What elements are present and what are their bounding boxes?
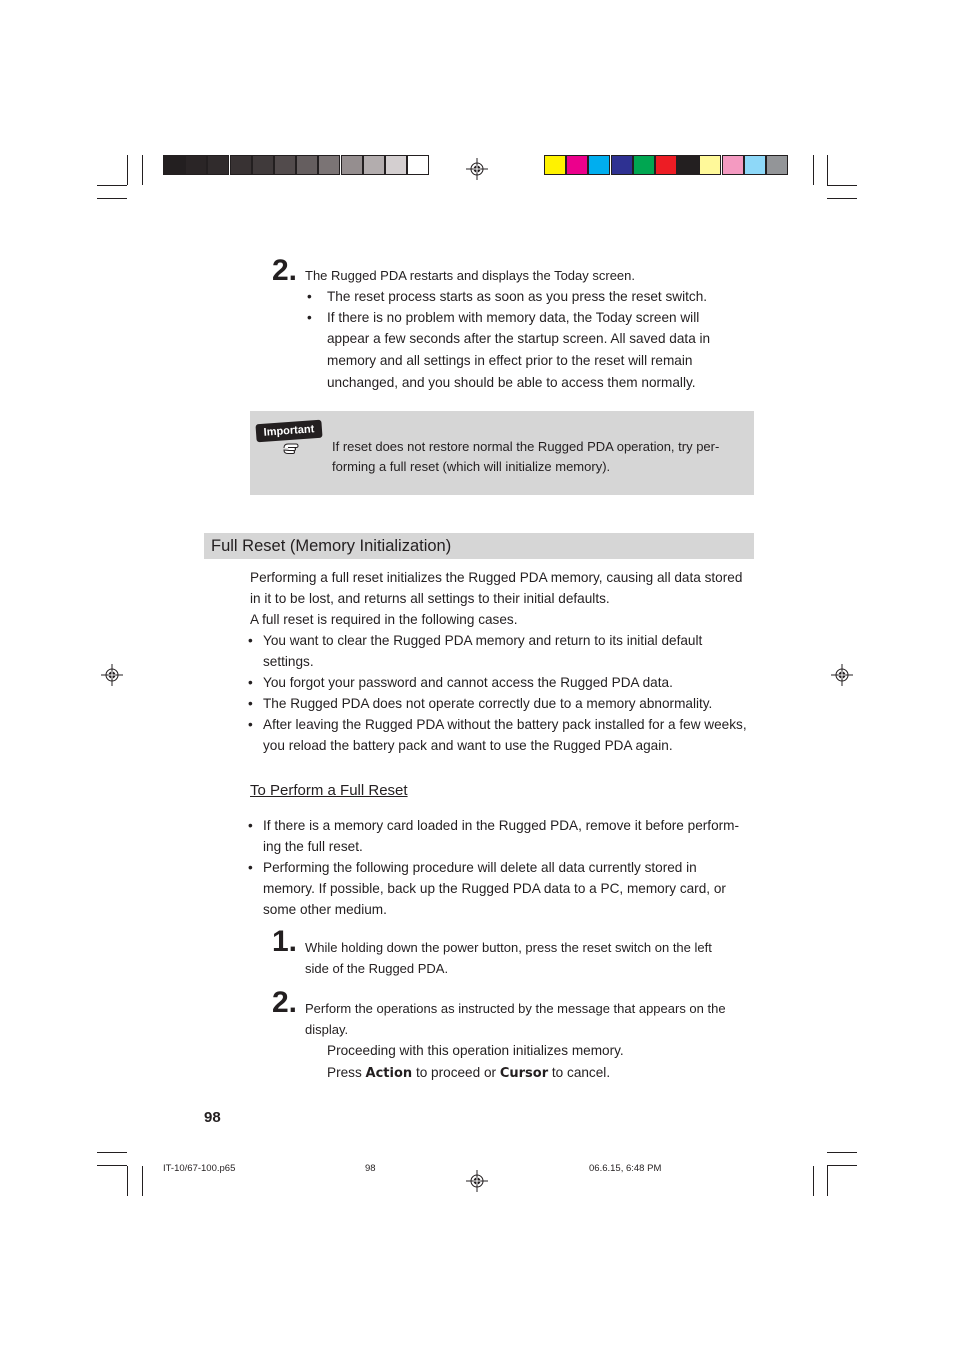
note-line: • Performing the following procedure will delete all data currently stored in bbox=[263, 857, 739, 878]
gray-swatch bbox=[341, 155, 363, 175]
bullet-line: • If there is no problem with memory data, the Today screen will bbox=[327, 307, 710, 328]
step-text bbox=[305, 937, 712, 979]
action-key-label: Action bbox=[365, 1066, 413, 1081]
crop-mark bbox=[97, 1152, 127, 1153]
registration-mark-icon bbox=[466, 1170, 488, 1192]
step-number: 1. bbox=[272, 925, 298, 958]
section-title: Full Reset (Memory Initialization) bbox=[211, 537, 452, 555]
crop-mark bbox=[142, 155, 143, 185]
crop-mark bbox=[827, 1152, 857, 1153]
intro-line: Performing a full reset initializes the Rugged PDA memory, causing all data stored bbox=[250, 570, 743, 585]
crop-mark bbox=[97, 185, 127, 186]
message-text: Press bbox=[327, 1065, 362, 1080]
crop-mark bbox=[813, 1166, 814, 1196]
crop-mark bbox=[142, 1166, 143, 1196]
gray-swatch bbox=[407, 155, 429, 175]
step-text bbox=[305, 998, 726, 1040]
gray-swatch bbox=[296, 155, 318, 175]
gray-swatch bbox=[274, 155, 296, 175]
step-line: While holding down the power button, press the reset switch on the left bbox=[305, 940, 712, 955]
intro-line: A full reset is required in the following cases. bbox=[250, 612, 518, 627]
step-line: display. bbox=[305, 1022, 349, 1037]
bullet-line: appear a few seconds after the startup screen. All saved data in bbox=[327, 331, 711, 346]
important-badge bbox=[255, 420, 322, 443]
case-line: you reload the battery pack and want to use the Rugged PDA again. bbox=[263, 738, 673, 753]
color-swatch bbox=[699, 155, 721, 175]
message-text: to cancel. bbox=[551, 1065, 611, 1080]
cursor-key-label: Cursor bbox=[499, 1066, 549, 1081]
step-line: Perform the operations as instructed by the message that appears on the bbox=[305, 1001, 726, 1016]
step-bullet-list bbox=[327, 286, 710, 393]
step-number: 2. bbox=[272, 254, 298, 287]
case-line: • After leaving the Rugged PDA without the battery pack installed for a few weeks, bbox=[263, 714, 747, 735]
gray-swatch bbox=[185, 155, 207, 175]
step-line: side of the Rugged PDA. bbox=[305, 961, 449, 976]
note-line: • If there is a memory card loaded in the Rugged PDA, remove it before perform- bbox=[263, 815, 739, 836]
gray-swatch bbox=[318, 155, 340, 175]
gray-swatch bbox=[230, 155, 252, 175]
crop-mark bbox=[827, 185, 857, 186]
color-swatch bbox=[744, 155, 766, 175]
message-line bbox=[327, 1062, 624, 1085]
subsection-title: To Perform a Full Reset bbox=[250, 782, 408, 799]
important-text bbox=[332, 437, 719, 477]
footer-date: 06.6.15, 6:48 PM bbox=[589, 1163, 662, 1174]
color-swatch bbox=[588, 155, 610, 175]
footer-page: 98 bbox=[365, 1163, 376, 1174]
screen-message bbox=[327, 1040, 624, 1085]
color-swatch bbox=[766, 155, 788, 175]
crop-mark bbox=[127, 1166, 128, 1196]
color-swatch bbox=[722, 155, 744, 175]
reset-cases-list bbox=[263, 630, 747, 756]
crop-mark bbox=[97, 1165, 127, 1166]
note-line: memory. If possible, back up the Rugged PDA data to a PC, memory card, or bbox=[263, 881, 726, 896]
step-text: The Rugged PDA restarts and displays the Today screen. bbox=[305, 268, 636, 283]
registration-mark-icon bbox=[101, 664, 123, 686]
color-swatch bbox=[611, 155, 633, 175]
registration-mark-icon bbox=[466, 158, 488, 180]
gray-swatch bbox=[252, 155, 274, 175]
case-line: • You forgot your password and cannot access the Rugged PDA data. bbox=[263, 672, 747, 693]
precaution-list bbox=[263, 815, 739, 920]
crop-mark bbox=[827, 1166, 828, 1196]
section-intro bbox=[250, 567, 742, 630]
pointing-hand-icon bbox=[282, 441, 300, 457]
color-swatch bbox=[544, 155, 566, 175]
bullet-line: • The reset process starts as soon as you press the reset switch. bbox=[327, 286, 710, 307]
gray-swatch bbox=[207, 155, 229, 175]
note-line: ing the full reset. bbox=[263, 839, 363, 854]
important-note-box bbox=[250, 411, 754, 495]
bullet-line: memory and all settings in effect prior to the reset will remain bbox=[327, 353, 693, 368]
note-line: some other medium. bbox=[263, 902, 387, 917]
message-line: Proceeding with this operation initializes memory. bbox=[327, 1043, 624, 1058]
important-line: If reset does not restore normal the Rugged PDA operation, try per- bbox=[332, 439, 720, 454]
message-text: to proceed or bbox=[415, 1065, 497, 1080]
important-line: forming a full reset (which will initialize memory). bbox=[332, 459, 611, 474]
case-line: • The Rugged PDA does not operate correctly due to a memory abnormality. bbox=[263, 693, 747, 714]
crop-mark bbox=[127, 155, 128, 185]
case-line: • You want to clear the Rugged PDA memory and return to its initial default bbox=[263, 630, 747, 651]
crop-mark bbox=[813, 155, 814, 185]
crop-mark bbox=[97, 198, 127, 199]
section-header bbox=[204, 533, 754, 559]
gray-swatch bbox=[363, 155, 385, 175]
bullet-line: unchanged, and you should be able to access them normally. bbox=[327, 375, 696, 390]
crop-mark bbox=[827, 155, 828, 185]
color-swatch bbox=[655, 155, 677, 175]
important-badge-label: Important bbox=[263, 423, 315, 439]
crop-mark bbox=[827, 198, 857, 199]
registration-mark-icon bbox=[831, 664, 853, 686]
gray-swatch bbox=[163, 155, 185, 175]
page-number: 98 bbox=[204, 1109, 221, 1126]
footer-file-name: IT-10/67-100.p65 bbox=[163, 1163, 236, 1174]
crop-mark bbox=[827, 1165, 857, 1166]
step-number: 2. bbox=[272, 986, 298, 1019]
case-line: settings. bbox=[263, 654, 314, 669]
color-swatch bbox=[566, 155, 588, 175]
gray-swatch bbox=[385, 155, 407, 175]
intro-line: in it to be lost, and returns all settings to their initial defaults. bbox=[250, 591, 610, 606]
color-swatch bbox=[633, 155, 655, 175]
color-swatch bbox=[677, 155, 699, 175]
